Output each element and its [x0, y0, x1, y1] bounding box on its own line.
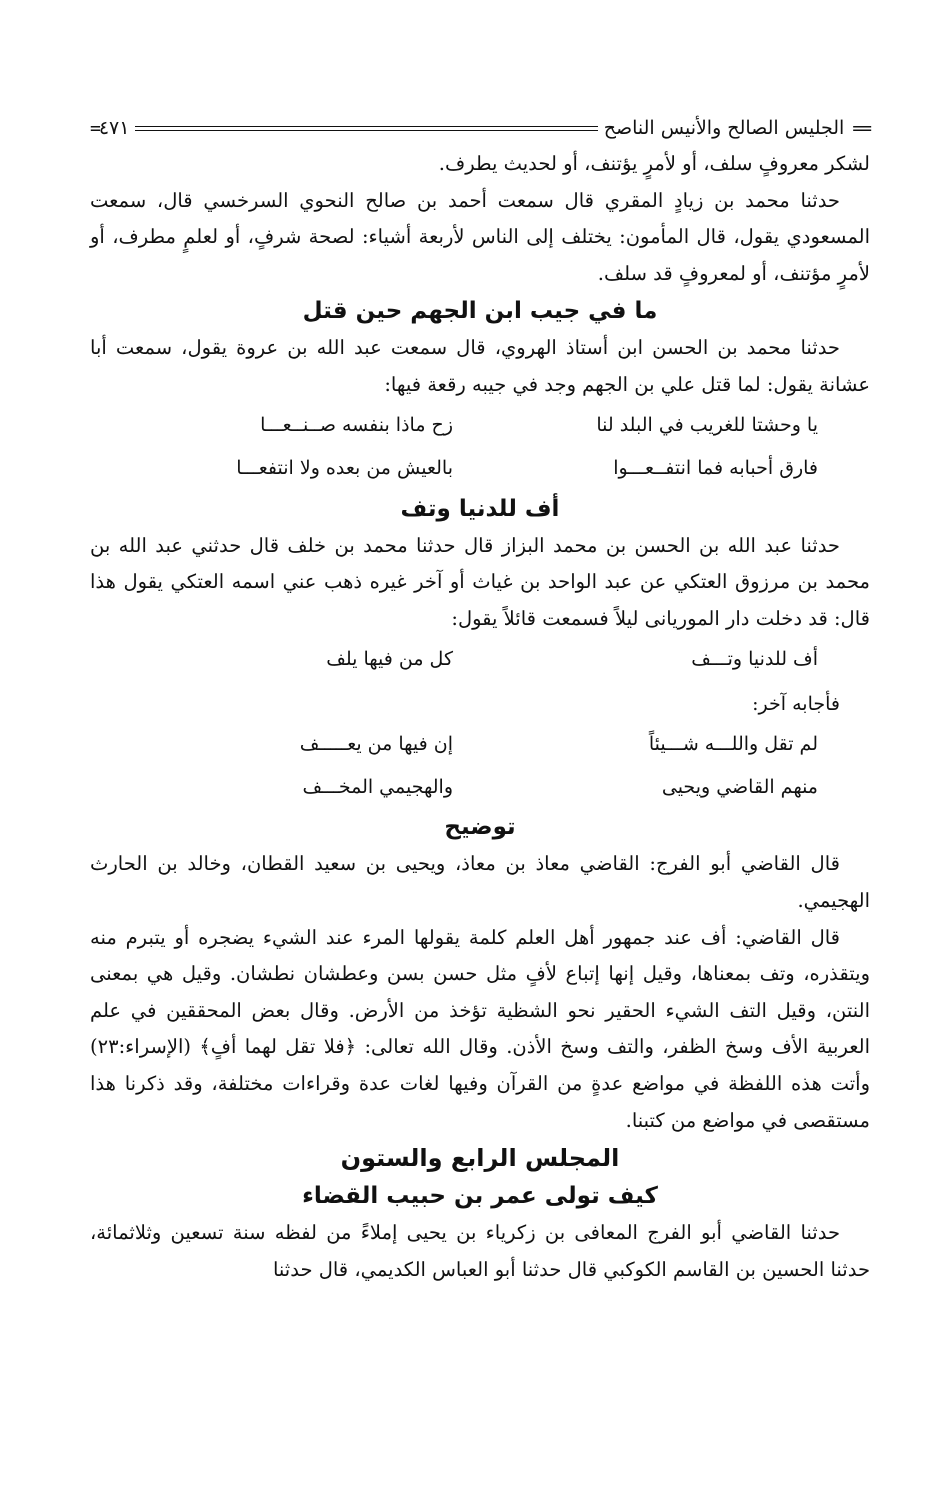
- verse-second-hemistich: إن فيها من يعـــــف: [299, 732, 453, 755]
- section-heading-4: كيف تولى عمر بن حبيب القضاء: [302, 1183, 658, 1210]
- verse-second-hemistich: والهجيمي المخـــف: [302, 775, 453, 798]
- chapter-heading: المجلس الرابع والستون: [340, 1144, 620, 1173]
- section-heading-2: أف للدنيا وتف: [400, 495, 560, 522]
- verse-second-hemistich: بالعيش من بعده ولا انتفعـــا: [236, 457, 453, 480]
- verse-first-hemistich: منهم القاضي ويحيى: [661, 775, 818, 798]
- running-header: [90, 110, 870, 146]
- verse-second-hemistich: كل من فيها يلف: [326, 647, 453, 670]
- section-heading-1: ما في جيب ابن الجهم حين قتل: [302, 298, 658, 325]
- verse-first-hemistich: فارق أحبابه فما انتفــعـــوا: [613, 457, 818, 480]
- paragraph-6: قال القاضي: أف عند جمهور أهل العلم كلمة يقولها المرء عند الشيء يضجره أو يتبرم منه ويتقذره، وتف بمعناها، وقيل إنها إتباع لأفٍ مثل حسن بسن وعطشان نطشان. وقيل هي بمعنى النتن، وقيل التف الشيء الحقير نحو الشظية تؤخذ من الأرض. وقال بعض المحققين في علم العربية الأف وسخ الظفر، والتف وسخ الأذن. وقال الله تعالى: ﴿فلا تقل لهما أفٍ﴾ (الإسراء:٢٣) وأتت هذه اللفظة في مواضع عدةٍ من القرآن وفيها لغات عدة وقراءات مختلفة، وقد ذكرنا هذا مستقصى في مواضع من كتبنا.: [90, 925, 870, 1132]
- header-rule-right: ==: [852, 117, 870, 139]
- verse-first-hemistich: أف للدنيا وتـــف: [691, 647, 818, 670]
- poem-verse: [90, 447, 870, 490]
- reply-intro: فأجابه آخر:: [752, 693, 840, 716]
- verse-first-hemistich: يا وحشتا للغريب في البلد لنا: [596, 414, 818, 437]
- header-rule-line: [135, 126, 597, 131]
- poem-2: [90, 637, 870, 680]
- document-page: [90, 110, 870, 1288]
- verse-first-hemistich: لم تقل واللـــه شـــيئاً: [648, 732, 818, 755]
- poem-verse: [90, 404, 870, 447]
- paragraph-3: حدثنا محمد بن الحسن ابن أستاذ الهروي، قال سمعت عبد الله بن عروة يقول، سمعت أبا عشانة يقول: لما قتل علي بن الجهم وجد في جيبه رقعة فيها:: [90, 336, 870, 396]
- poem-3: [90, 722, 870, 808]
- paragraph-5: قال القاضي أبو الفرج: القاضي معاذ بن معاذ، ويحيى بن سعيد القطان، وخالد بن الحارث الهجيمي.: [90, 852, 870, 912]
- poem-verse: [90, 637, 870, 680]
- page-number: ٤٧١: [98, 117, 130, 139]
- poem-verse: [90, 765, 870, 808]
- paragraph-7: حدثنا القاضي أبو الفرج المعافى بن زكرياء بن يحيى إملاءً من لفظه سنة تسعين وثلاثمائة، حدثنا الحسين بن القاسم الكوكبي قال حدثنا أبو العباس الكديمي، قال حدثنا: [90, 1221, 870, 1281]
- header-rule-left: =: [90, 117, 99, 139]
- section-heading-3: توضيح: [444, 814, 516, 841]
- paragraph-1: لشكر معروفٍ سلف، أو لأمرٍ يؤتنف، أو لحديث يطرف.: [438, 152, 870, 175]
- paragraph-2: حدثنا محمد بن زيادٍ المقري قال سمعت أحمد بن صالح النحوي السرخسي قال، سمعت المسعودي يقول، قال المأمون: يختلف إلى الناس لأربعة أشياء: لصحة شرفٍ، أو لعلمٍ مطرف، أو لأمرٍ مؤتنف، أو لمعروفٍ قد سلف.: [90, 188, 870, 285]
- verse-second-hemistich: زح ماذا بنفسه صــنــعـــا: [260, 414, 453, 437]
- poem-verse: [90, 722, 870, 765]
- paragraph-4: حدثنا عبد الله بن الحسن بن محمد البزاز قال حدثنا محمد بن خلف قال حدثني عبد الله بن محمد بن مرزوق العتكي عن عبد الواحد بن غياث أو آخر غيره ذهب عني اسمه العتكي يقول هذا قال: قد دخلت دار الموريانى ليلاً فسمعت قائلاً يقول:: [90, 533, 870, 630]
- header-title: الجليس الصالح والأنيس الناصح: [603, 117, 845, 139]
- poem-1: [90, 404, 870, 490]
